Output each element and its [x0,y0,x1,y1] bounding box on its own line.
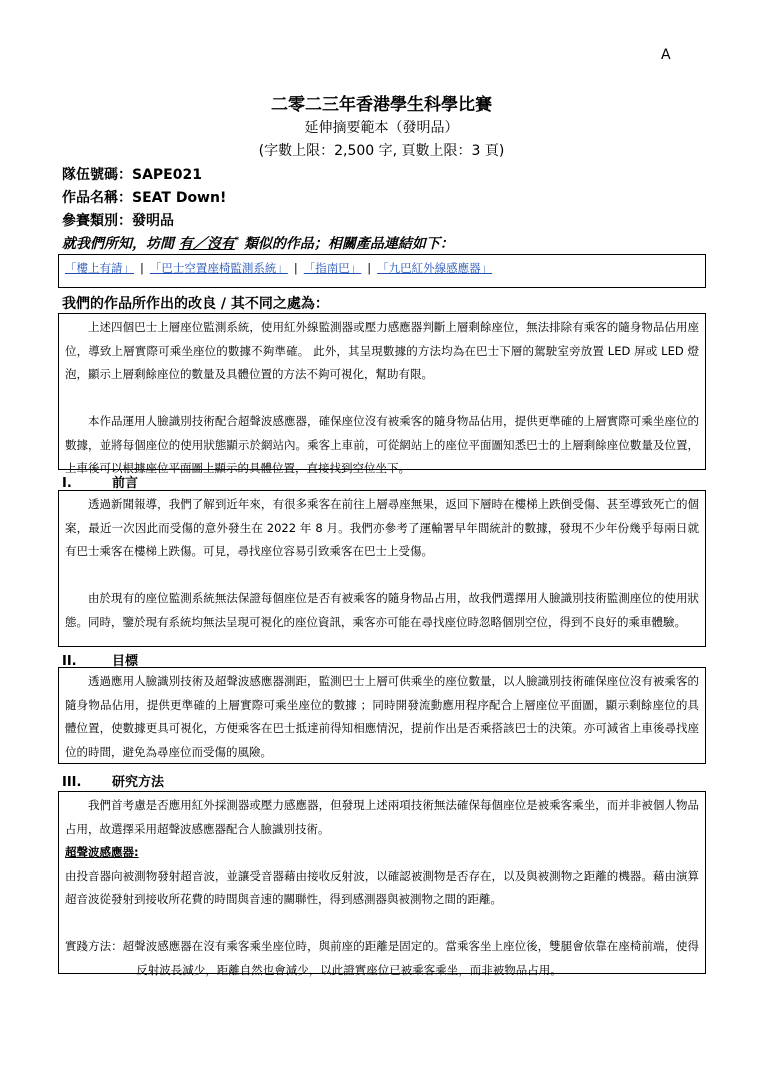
link-separator: | [293,261,298,275]
section-3-paragraph-3: 實踐方法：超聲波感應器在沒有乘客乘坐座位時，與前座的距離是固定的。當乘客坐上座位後，雙腿會依靠在座椅前端，使得反射波長減少，距離自然也會減少，以此證實座位已被乘客乘坐，而非被物品占用。 [65,939,699,977]
similar-suffix: 類似的作品；相關產品連結如下： [243,236,454,252]
section-3-heading [62,771,164,790]
section-1-box [58,490,706,647]
link-kmb-infrared-sensor[interactable]: 「九巴紅外線感應器」 [377,261,493,275]
similar-star: * [234,235,240,245]
team-code: 隊伍號碼：SAPE021 [62,167,202,183]
spacer [65,912,699,936]
improvement-paragraph-2: 本作品運用人臉識別技術配合超聲波感應器，確保座位沒有被乘客的隨身物品佔用，提供更準確的上層實際可乘坐座位的數據，並將每個座位的使用狀態顯示於網站內。乘客上車前，可從網站上的座位平面圖知悉巴士的上層剩餘座位數量及位置，上車後可以根據座位平面圖上顯示的具體位置，直接找到空位坐下。 [65,414,699,475]
section-3-title: 研究方法 [112,775,165,790]
section-2-number: II. [62,654,77,669]
spacer [65,564,699,588]
document-title: 二零二三年香港學生科學比賽 [271,95,492,115]
section-3-paragraph-1: 我們首考慮是否應用紅外採測器或壓力感應器，但發現上述兩項技術無法確保每個座位是被乘客乘坐，而并非被個人物品占用，故選擇采用超聲波感應器配合人臉識別技術。 [65,798,699,836]
section-2-paragraph-1: 透過應用人臉識別技術及超聲波感應器測距，監測巴士上層可供乘坐的座位數量，以人臉識別技術確保座位沒有被乘客的隨身物品佔用，提供更準確的上層實際可乘坐座位的數據 ；同時開發流動應用程序配合上層座位平面圖，顯示剩餘座位的具體位置，使數據更具可視化，方便乘客在巴士抵達前得知相應情況，提前作出是否乘搭該巴士的決策。亦可減省上車後尋找座位的時間，避免為尋座位而受傷的風險。 [65,674,699,759]
link-upstairs-please[interactable]: 「樓上有請」 [65,261,134,275]
section-2-title: 目標 [112,654,139,669]
section-3-number: III. [62,775,82,790]
similar-prefix: 就我們所知，坊間 [62,236,174,252]
section-3-paragraph-2: 由投音器向被測物發射超音波，並讓受音器藉由接收反射波，以確認被測物是否存在，以及與被測物之距離的機器。藉由演算超音波從發射到接收所花費的時間與音速的關聯性，得到感測器與被測物之間的距離。 [65,868,699,906]
section-1-title: 前言 [112,476,139,491]
word-page-limits: (字數上限：2,500 字, 頁數上限：3 頁) [258,143,505,159]
page-corner-letter: A [661,47,671,63]
section-1-paragraph-2: 由於現有的座位監測系統無法保證每個座位是否有被乘客的隨身物品占用，故我們選擇用人臉識別技術監測座位的使用狀態。同時，鑒於現有系統均無法呈現可視化的座位資訊，乘客亦可能在尋找座位時忽略個別空位，得到不良好的乘車體驗。 [65,591,699,629]
spacer [65,387,699,411]
related-links-box [58,254,706,288]
category: 參賽類別：發明品 [62,213,174,229]
section-1-number: I. [62,476,72,491]
improvement-heading: 我們的作品所作出的改良 / 其不同之處為： [62,296,329,312]
section-1-heading [62,472,138,491]
link-guide-bus[interactable]: 「指南巴」 [303,261,362,275]
improvement-paragraph-1: 上述四個巴士上層座位監測系統，使用紅外線監測器或壓力感應器判斷上層剩餘座位，無法排除有乘客的隨身物品佔用座位，導致上層實際可乘坐座位的數據不夠準確。 此外，其呈現數據的方法均為在巴士下層的駕駛室旁放置 LED 屏或 LED 燈泡，顯示上層剩餘座位的數量及具體位置的方法不夠可視化，幫助有限。 [65,320,699,381]
similar-choice: 有／沒有 [178,236,235,252]
section-2-box [58,667,706,764]
link-vacant-seat-monitor[interactable]: 「巴士空置座椅監測系統」 [149,261,288,275]
section-3-subheading [65,841,699,865]
similar-works-statement [62,233,454,253]
document-subtitle: 延伸摘要範本（發明品） [304,120,459,136]
improvement-box [58,313,706,475]
section-3-box [58,791,706,977]
ultrasonic-heading: 超聲波感應器: [65,845,139,859]
section-1-paragraph-1: 透過新聞報導，我們了解到近年來，有很多乘客在前往上層尋座無果，返回下層時在樓梯上跌倒受傷、甚至導致死亡的個案，最近一次因此而受傷的意外發生在 2022 年 8 月。我們亦參考了運輸署早年間統計的數據，發現不少年份幾乎每兩日就有巴士乘客在樓梯上跌傷。可見，尋找座位容易引致乘客在巴士上受傷。 [65,497,699,558]
link-separator: | [367,261,372,275]
work-name: 作品名稱：SEAT Down! [62,190,227,206]
link-separator: | [140,261,144,275]
